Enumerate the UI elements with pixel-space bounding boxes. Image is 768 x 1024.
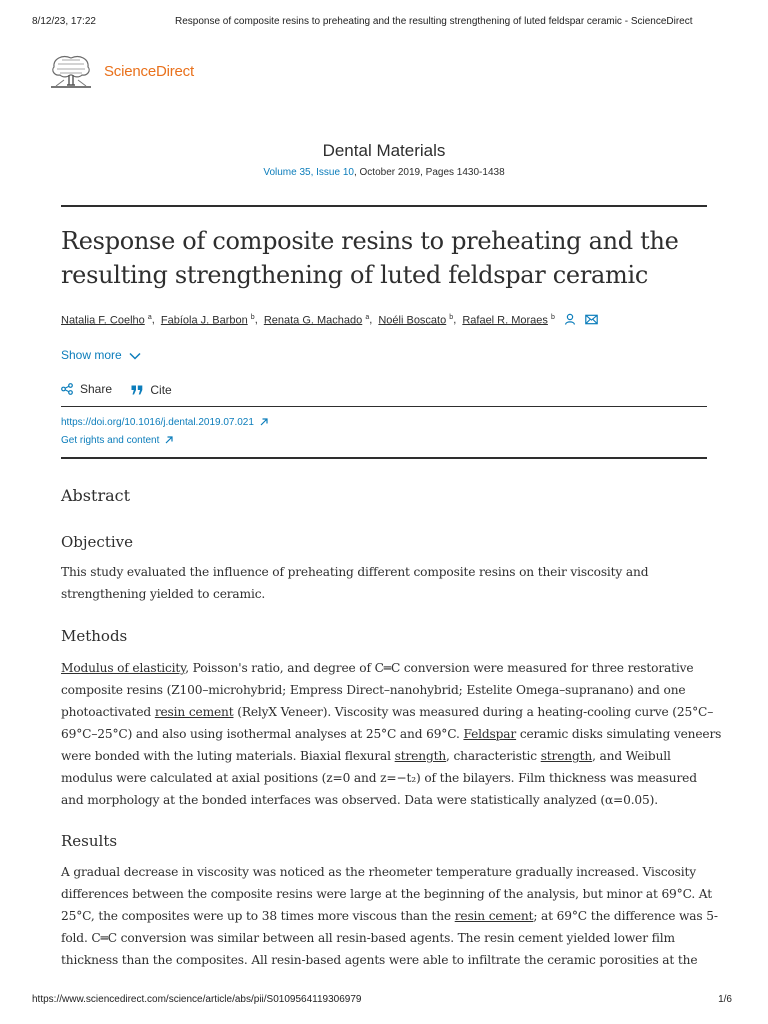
text-line [61,701,714,723]
objective-text [61,561,707,605]
text-run: , characteristic [446,749,541,763]
text-run: and morphology at the bonded interfaces was observed. Data were statistically analyzed (α=0.05). [61,793,658,807]
print-page-title: Response of composite resins to preheating and the resulting strengthening of luted feldspar ceramic - ScienceDirect [175,16,693,27]
text-line [61,789,707,811]
methods-heading: Methods [61,627,128,645]
print-url: https://www.sciencedirect.com/science/article/abs/pii/S0109564119306979 [32,994,362,1005]
top-divider [61,205,707,207]
article-actions [61,382,188,398]
title-line: Response of composite resins to preheating and the [61,227,679,255]
text-run: 69°C–25°C) and also using isothermal analyses at 25°C and 69°C. [61,727,464,741]
text-line [61,657,707,679]
journal-name[interactable]: Dental Materials [322,141,446,160]
term-link[interactable]: resin cement [454,909,534,923]
author-link[interactable]: Noéli Boscato [378,314,447,327]
elsevier-tree-icon [48,50,94,90]
text-line [61,927,707,949]
text-line: This study evaluated the influence of preheating different composite resins on their viscosity and [61,565,649,579]
cite-button[interactable] [131,383,171,397]
print-page-number: 1/6 [718,994,732,1005]
text-run: were bonded with the luting materials. Biaxial flexural [61,749,395,763]
actions-divider [61,406,707,407]
author-link[interactable]: Renata G. Machado [263,314,363,327]
author-link[interactable]: Natalia F. Coelho [61,314,145,327]
title-line: resulting strengthening of luted feldspar ceramic [61,261,648,289]
volume-issue-link[interactable]: Volume 35, Issue 10 [263,167,354,178]
term-link[interactable]: strength [540,749,593,763]
text-line [61,949,707,971]
show-more-label: Show more [61,348,122,362]
results-text [61,861,718,971]
doi-text: https://doi.org/10.1016/j.dental.2019.07.021 [61,417,254,428]
affiliation-mark[interactable]: b [449,313,454,321]
text-line [61,883,712,905]
doi-link[interactable] [61,417,268,428]
text-line [61,905,718,927]
text-run: thickness than the composites. All resin-based agents were able to infiltrate the ceramic porosities at the [61,953,698,967]
quote-icon [131,385,143,395]
rights-text: Get rights and content [61,435,160,446]
author-link[interactable]: Rafael R. Moraes [462,314,548,327]
brand-name: ScienceDirect [104,63,194,80]
methods-text [61,657,722,811]
share-label: Share [80,382,113,396]
text-run: modulus were calculated at axial positions (z=0 and z=−t₂) of the bilayers. Film thickness was measured [61,771,697,785]
objective-heading: Objective [61,533,134,551]
share-icon [61,383,73,395]
chevron-down-icon [129,352,141,360]
results-heading: Results [61,832,118,850]
text-run: , Poisson's ratio, and degree of C═C conversion were measured for three restorative [185,661,694,675]
text-line [61,745,707,767]
text-run: ; at 69°C the difference was 5- [533,909,718,923]
text-line [61,723,722,745]
external-link-icon [165,436,173,444]
text-run: fold. C═C conversion was similar between all resin-based agents. The resin cement yielded lower film [61,931,675,945]
print-datetime: 8/12/23, 17:22 [32,16,96,27]
affiliation-mark[interactable]: b [250,313,255,321]
text-run: composite resins (Z100–microhybrid; Empress Direct–nanohybrid; Estelite Omega–supranano) and one [61,683,686,697]
term-link[interactable]: strength [394,749,447,763]
person-icon[interactable] [564,313,576,328]
text-line [61,767,707,789]
text-line [61,679,707,701]
rights-link[interactable] [61,435,173,446]
share-button[interactable] [61,382,112,396]
affiliation-mark[interactable]: a [365,313,370,321]
affiliation-mark[interactable]: b [550,313,555,321]
envelope-icon[interactable] [585,314,598,328]
author-link[interactable]: Fabíola J. Barbon [160,314,248,327]
text-line [61,861,707,883]
text-run: , and Weibull [592,749,671,763]
term-link[interactable]: resin cement [154,705,234,719]
show-more-button[interactable] [61,348,141,362]
journal-citation [0,167,768,178]
text-line: strengthening yielded to ceramic. [61,587,266,601]
date-pages: , October 2019, Pages 1430-1438 [353,167,505,178]
article-title [61,224,707,292]
header-bottom-divider [61,457,707,459]
term-link[interactable]: Feldspar [463,727,517,741]
text-run: A gradual decrease in viscosity was noticed as the rheometer temperature gradually increased. Viscosity [61,865,697,879]
author-list: Natalia F. Coelho $^a$, Fabíola J. Barbon $^b$, Renata G. Machado $^a$, Noéli Boscato $^b$, Rafael R. Moraes $^b$ [61,313,707,328]
text-run: ceramic disks simulating veneers [516,727,722,741]
cite-label: Cite [150,383,172,397]
text-run: photoactivated [61,705,155,719]
text-run: differences between the composite resins were large at the beginning of the analysis, but minor at 69°C. At [61,887,712,901]
external-link-icon [260,418,268,426]
term-link[interactable]: Modulus of elasticity [61,661,186,675]
text-run: (RelyX Veneer). Viscosity was measured during a heating-cooling curve (25°C– [233,705,714,719]
affiliation-mark[interactable]: a [147,313,152,321]
text-run: 25°C, the composites were up to 38 times more viscous than the [61,909,455,923]
abstract-heading: Abstract [61,486,131,505]
